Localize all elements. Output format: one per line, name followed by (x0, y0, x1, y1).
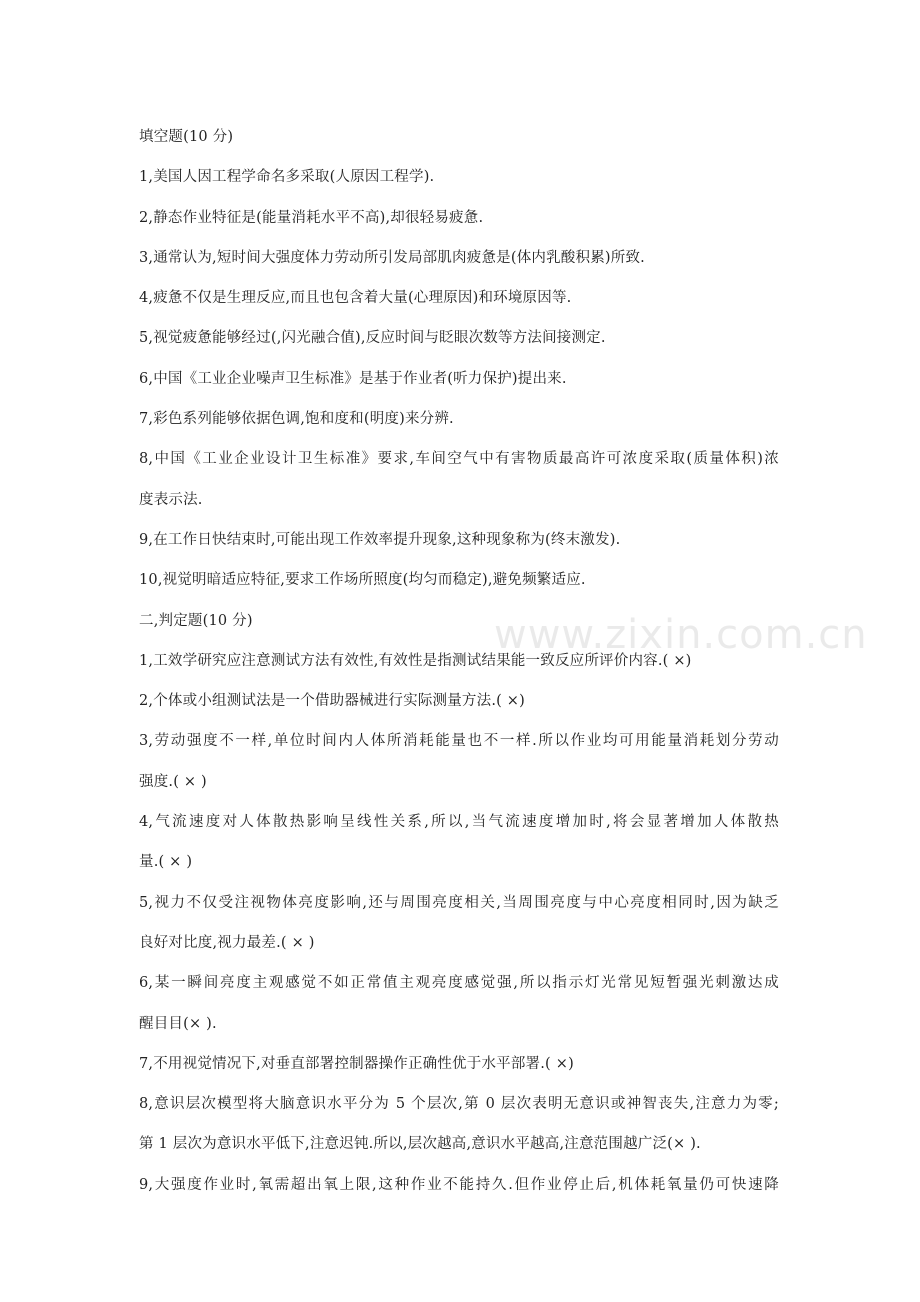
text-line: 良好对比度,视力最差.( × ) (139, 934, 315, 951)
section-heading-fill-blank: 填空题(10 分) (139, 129, 234, 145)
text-line: 10,视觉明暗适应特征,要求工作场所照度(均匀而稳定),避免频繁适应. (139, 572, 586, 589)
text-line: 度表示法. (139, 491, 203, 508)
text-line: 7,不用视觉情况下,对垂直部署控制器操作正确性优于水平部署.( ×) (139, 1055, 574, 1072)
text-line: 1,美国人因工程学命名多采取(人原因工程学). (139, 169, 435, 186)
text-line: 2,静态作业特征是(能量消耗水平不高),却很轻易疲惫. (139, 209, 484, 226)
text-line: 8,意识层次模型将大脑意识水平分为 5 个层次,第 0 层次表明无意识或神智丧失,注意力为零; (139, 1096, 779, 1113)
text-line: 5,视力不仅受注视物体亮度影响,还与周围亮度相关,当周围亮度与中心亮度相同时,因为缺乏 (139, 894, 779, 911)
text-line: 6,中国《工业企业噪声卫生标准》是基于作业者(听力保护)提出来. (139, 370, 567, 387)
text-line: 9,大强度作业时,氧需超出氧上限,这种作业不能持久.但作业停止后,机体耗氧量仍可快速降 (139, 1176, 779, 1193)
text-line: 2,个体或小组测试法是一个借助器械进行实际测量方法.( ×) (139, 693, 526, 710)
text-line: 4,气流速度对人体散热影响呈线性关系,所以,当气流速度增加时,将会显著增加人体散热 (139, 814, 779, 831)
text-line: 第 1 层次为意识水平低下,注意迟钝.所以,层次越高,意识水平越高,注意范围越广泛(× ). (139, 1136, 701, 1153)
watermark: www.zixin.com.cn (494, 612, 868, 658)
text-line: 9,在工作日快结束时,可能出现工作效率提升现象,这种现象称为(终末激发). (139, 531, 621, 548)
text-line: 5,视觉疲惫能够经过(,闪光融合值),反应时间与眨眼次数等方法间接测定. (139, 330, 606, 347)
text-line: 量.( × ) (139, 854, 193, 871)
text-line: 1,工效学研究应注意测试方法有效性,有效性是指测试结果能一致反应所评价内容.( ×) (139, 652, 692, 669)
text-line: 3,劳动强度不一样,单位时间内人体所消耗能量也不一样.所以作业均可用能量消耗划分劳动 (139, 733, 779, 750)
text-line: 4,疲惫不仅是生理反应,而且也包含着大量(心理原因)和环境原因等. (139, 290, 572, 307)
text-line: 强度.( × ) (139, 773, 207, 790)
text-line: 醒目目(× ). (139, 1015, 217, 1032)
text-line: 7,彩色系列能够依据色调,饱和度和(明度)来分辨. (139, 411, 454, 428)
section-heading-true-false: 二,判定题(10 分) (139, 612, 253, 629)
text-line: 8,中国《工业企业设计卫生标准》要求,车间空气中有害物质最高许可浓度采取(质量体积)浓 (139, 451, 779, 468)
text-line: 6,某一瞬间亮度主观感觉不如正常值主观亮度感觉强,所以指示灯光常见短暂强光刺激达成 (139, 975, 779, 992)
document-body (139, 117, 779, 1205)
text-line: 3,通常认为,短时间大强度体力劳动所引发局部肌肉疲惫是(体内乳酸积累)所致. (139, 249, 645, 266)
